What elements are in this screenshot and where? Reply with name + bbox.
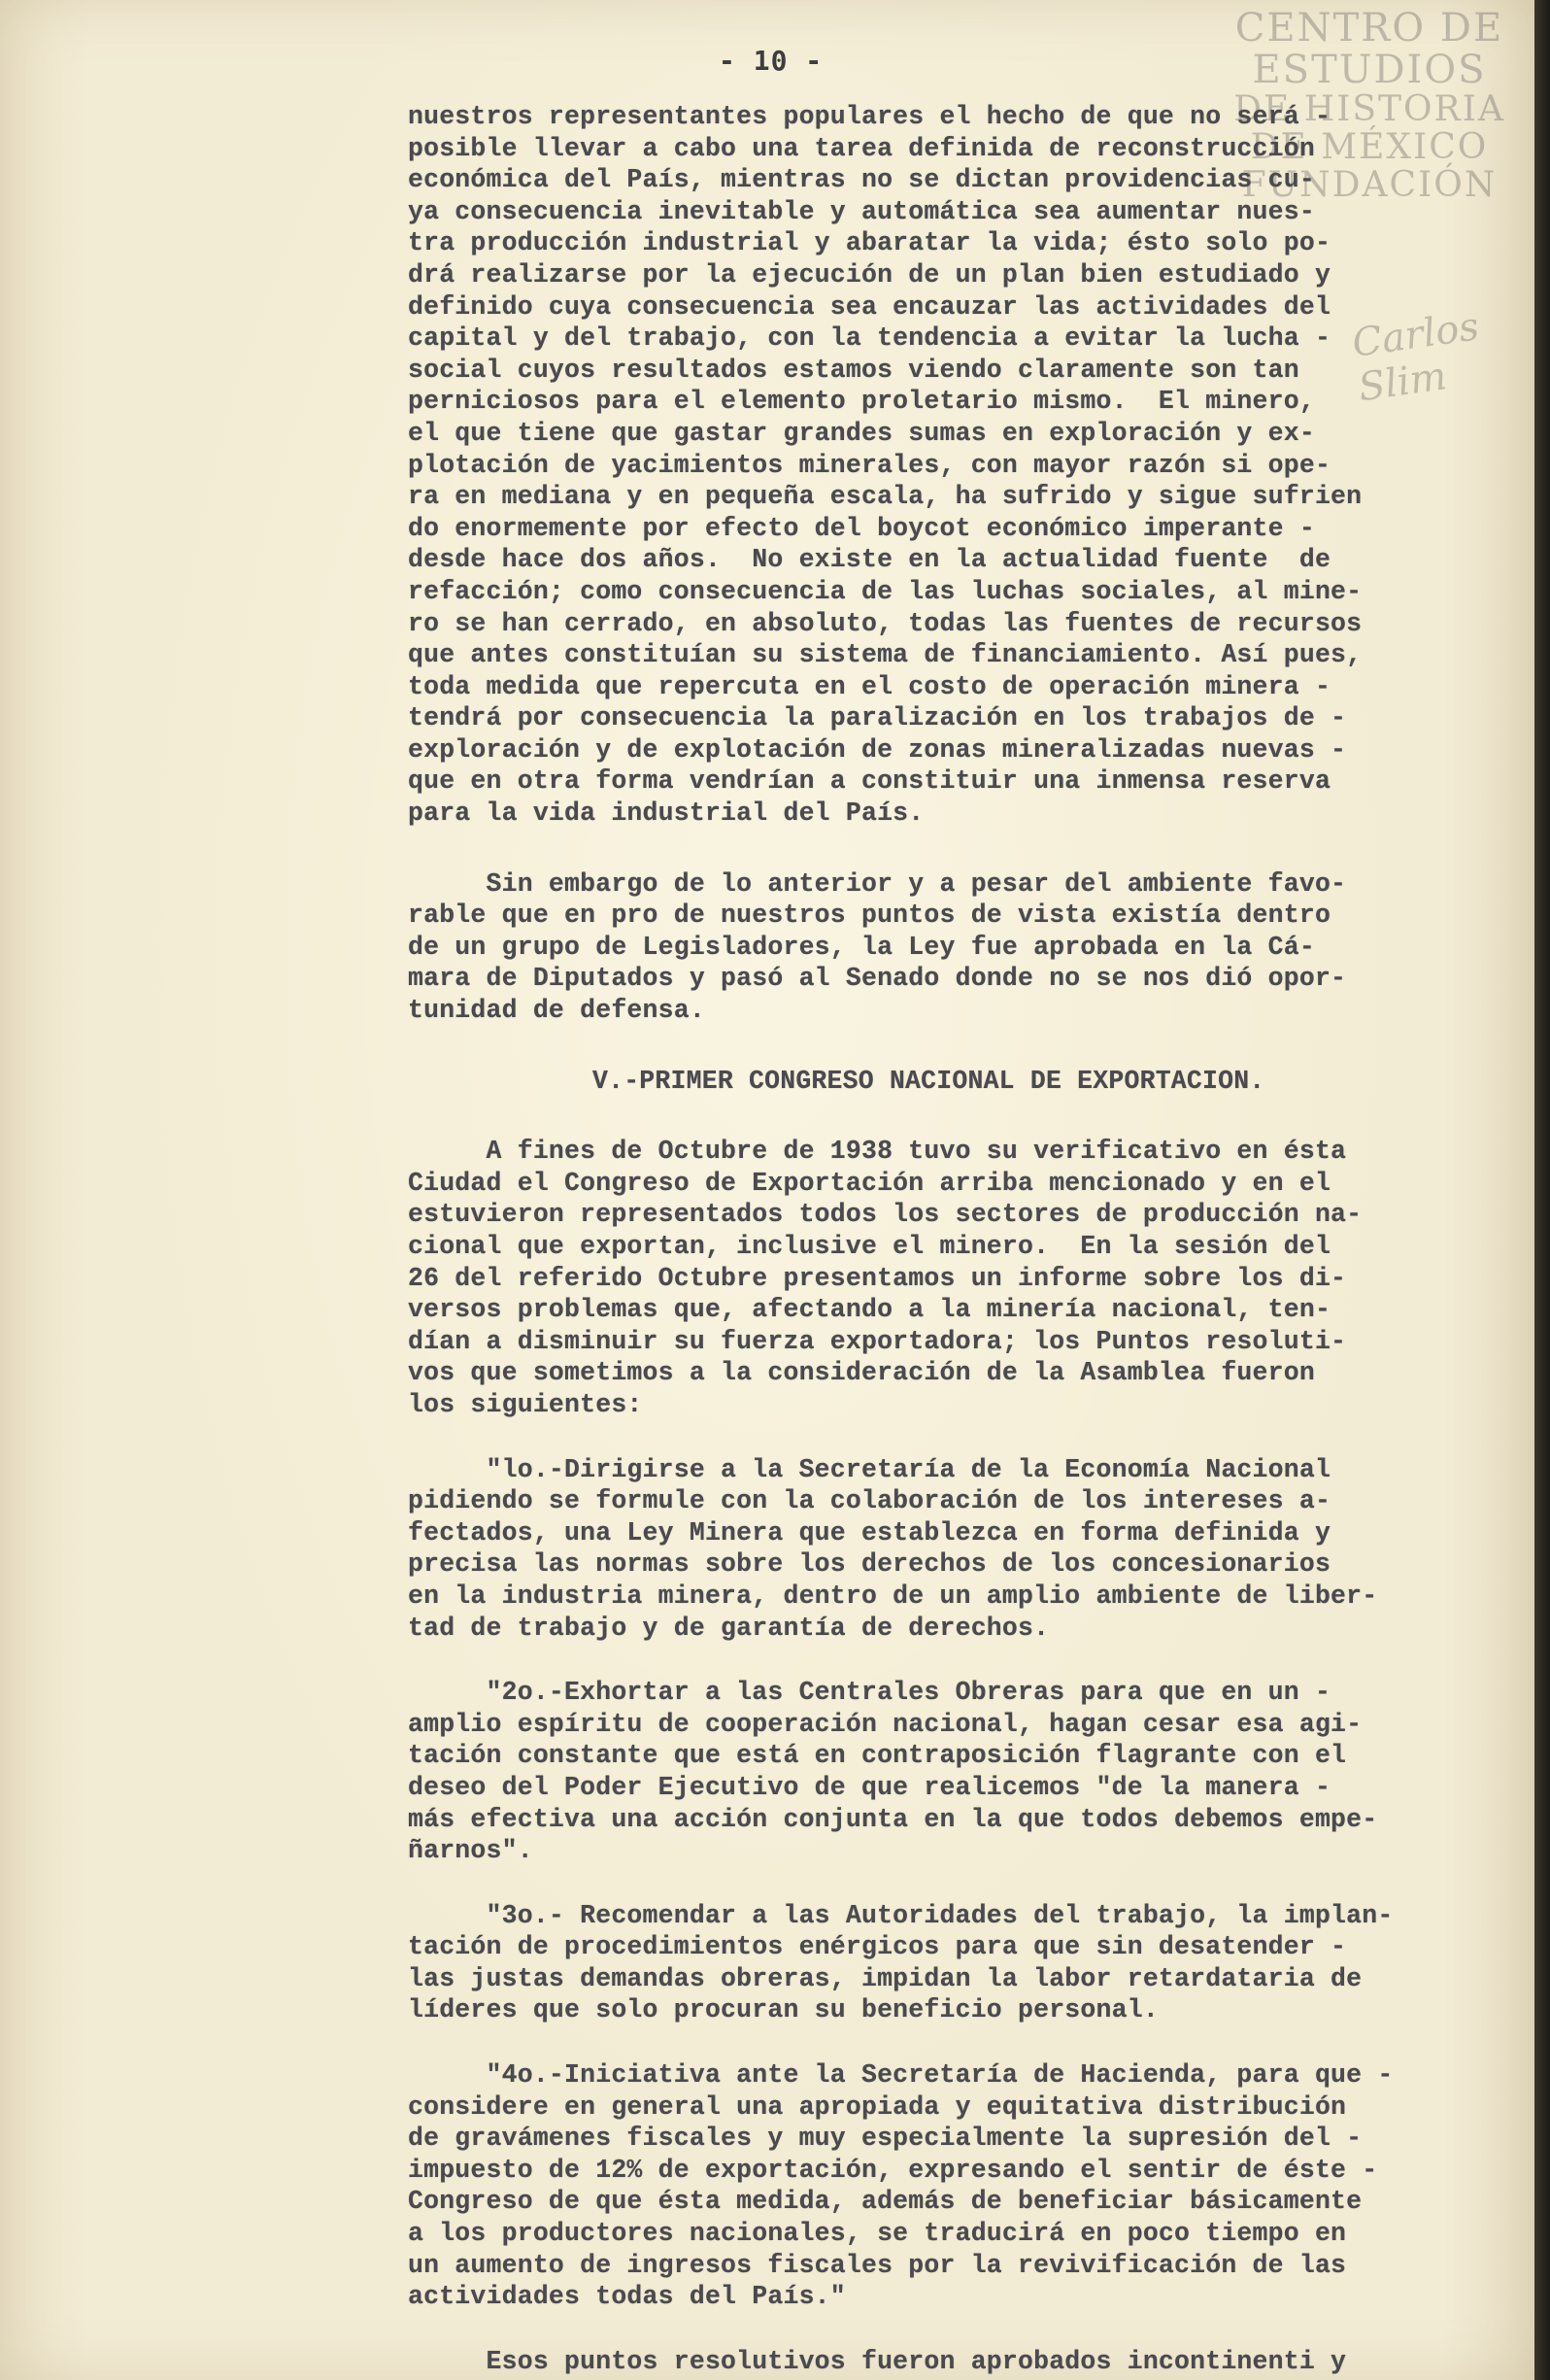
text-line: toda medida que repercuta en el costo de operación minera - bbox=[408, 671, 1331, 701]
text-line: A fines de Octubre de 1938 tuvo su verificativo en ésta bbox=[408, 1137, 1347, 1167]
text-line: de un grupo de Legisladores, la Ley fue aprobada en la Cá- bbox=[408, 932, 1315, 962]
text-line: vos que sometimos a la consideración de la Asamblea fueron bbox=[408, 1358, 1315, 1388]
text-line: desde hace dos años. No existe en la actualidad fuente de bbox=[408, 545, 1331, 575]
paragraph-law-approval bbox=[408, 868, 1496, 1027]
text-line: do enormemente por efecto del boycot económico imperante - bbox=[408, 513, 1315, 543]
text-line: plotación de yacimientos minerales, con mayor razón si ope- bbox=[408, 450, 1331, 480]
watermark-line: CENTRO DE bbox=[1234, 6, 1504, 51]
text-line: exploración y de explotación de zonas mineralizadas nuevas - bbox=[408, 734, 1347, 765]
text-line: las justas demandas obreras, impidan la labor retardataria de bbox=[408, 1963, 1363, 1993]
text-line: Ciudad el Congreso de Exportación arriba mencionado y en el bbox=[408, 1168, 1331, 1198]
text-line: más efectiva una acción conjunta en la que todos debemos empe- bbox=[408, 1804, 1378, 1834]
text-line: estuvieron representados todos los sectores de producción na- bbox=[408, 1200, 1363, 1230]
text-line: mara de Diputados y pasó al Senado donde no se nos dió opor- bbox=[408, 964, 1347, 994]
text-line: fectados, una Ley Minera que establezca en forma definida y bbox=[408, 1517, 1331, 1547]
watermark-line: ESTUDIOS bbox=[1252, 48, 1487, 93]
resolution-1 bbox=[408, 1454, 1496, 1645]
text-line: Esos puntos resolutivos fueron aprobados incontinenti y bbox=[408, 2346, 1347, 2376]
text-line: un aumento de ingresos fiscales por la revivificación de las bbox=[408, 2250, 1347, 2280]
text-line: capital y del trabajo, con la tendencia a evitar la lucha - bbox=[408, 323, 1331, 354]
watermark-line: FUNDACIÓN bbox=[1241, 165, 1498, 206]
text-line: precisa las normas sobre los derechos de los concesionarios bbox=[408, 1549, 1331, 1580]
paragraph-export-congress bbox=[408, 1136, 1496, 1420]
text-line: el que tiene que gastar grandes sumas en exploración y ex- bbox=[408, 418, 1315, 448]
text-line: versos problemas que, afectando a la minería nacional, ten- bbox=[408, 1295, 1331, 1325]
text-line: tación de procedimientos enérgicos para que sin desatender - bbox=[408, 1932, 1347, 1962]
text-line: pidiendo se formule con la colaboración de los intereses a- bbox=[408, 1486, 1331, 1516]
text-line: "lo.-Dirigirse a la Secretaría de la Economía Nacional bbox=[408, 1454, 1331, 1484]
text-line: de gravámenes fiscales y muy especialmente la supresión del - bbox=[408, 2124, 1363, 2154]
text-line: tación constante que está en contraposición flagrante con el bbox=[408, 1741, 1347, 1771]
text-line: actividades todas del País." bbox=[408, 2282, 846, 2312]
text-line: drá realizarse por la ejecución de un plan bien estudiado y bbox=[408, 259, 1331, 289]
text-line: social cuyos resultados estamos viendo claramente son tan bbox=[408, 355, 1299, 385]
scan-edge bbox=[1534, 0, 1550, 2380]
text-line: nuestros representantes populares el hecho de que no será - bbox=[408, 102, 1331, 131]
text-line: ra en mediana y en pequeña escala, ha sufrido y sigue sufrien bbox=[408, 482, 1363, 512]
text-line: considere en general una apropiada y equitativa distribución bbox=[408, 2091, 1347, 2122]
text-line: rable que en pro de nuestros puntos de vista existía dentro bbox=[408, 901, 1331, 931]
section-heading: V.-PRIMER CONGRESO NACIONAL DE EXPORTACION. bbox=[592, 1066, 1265, 1096]
text-line: "2o.-Exhortar a las Centrales Obreras para que en un - bbox=[408, 1678, 1331, 1708]
text-line: 26 del referido Octubre presentamos un informe sobre los di- bbox=[408, 1263, 1347, 1293]
text-line: en la industria minera, dentro de un amplio ambiente de liber- bbox=[408, 1581, 1378, 1611]
text-line: tra producción industrial y abaratar la vida; ésto solo po- bbox=[408, 228, 1331, 258]
text-line: "3o.- Recomendar a las Autoridades del trabajo, la implan- bbox=[408, 1900, 1394, 1930]
text-line: Sin embargo de lo anterior y a pesar del ambiente favo- bbox=[408, 868, 1347, 899]
text-line: Congreso de que ésta medida, además de beneficiar básicamente bbox=[408, 2187, 1363, 2217]
text-line: ro se han cerrado, en absoluto, todas las fuentes de recursos bbox=[408, 608, 1363, 638]
paragraph-reconstruction bbox=[408, 101, 1496, 830]
text-line: a los productores nacionales, se traducirá en poco tiempo en bbox=[408, 2219, 1347, 2249]
text-line: deseo del Poder Ejecutivo de que realicemos "de la manera - bbox=[408, 1772, 1331, 1802]
text-line: refacción; como consecuencia de las luchas sociales, al mine- bbox=[408, 576, 1363, 606]
text-line: ya consecuencia inevitable y automática sea aumentar nues- bbox=[408, 196, 1315, 226]
text-line: para la vida industrial del País. bbox=[408, 799, 925, 829]
resolution-4 bbox=[408, 2059, 1496, 2313]
text-line: tad de trabajo y de garantía de derechos. bbox=[408, 1613, 1050, 1643]
text-line: impuesto de 12% de exportación, expresando el sentir de éste - bbox=[408, 2155, 1378, 2185]
text-line: "4o.-Iniciativa ante la Secretaría de Hacienda, para que - bbox=[408, 2060, 1394, 2091]
text-line: líderes que solo procuran su beneficio personal. bbox=[408, 1995, 1159, 2025]
typewritten-body bbox=[408, 101, 1496, 2377]
resolution-3 bbox=[408, 1900, 1496, 2026]
page-number: - 10 - bbox=[719, 45, 824, 77]
text-line: que antes constituían su sistema de financiamiento. Así pues, bbox=[408, 640, 1363, 670]
resolution-2 bbox=[408, 1677, 1496, 1867]
text-line: económica del País, mientras no se dictan providencias cu- bbox=[408, 165, 1315, 195]
text-line: tunidad de defensa. bbox=[408, 996, 705, 1026]
watermark-line: DE HISTORIA bbox=[1233, 89, 1505, 130]
watermark-signature: Carlos Slim bbox=[1349, 304, 1482, 411]
text-line: posible llevar a cabo una tarea definida de reconstrucción bbox=[408, 133, 1315, 163]
text-line: tendrá por consecuencia la paralización en los trabajos de - bbox=[408, 703, 1347, 733]
text-line: definido cuya consecuencia sea encauzar las actividades del bbox=[408, 291, 1331, 322]
watermark-line: DE MÉXICO bbox=[1250, 127, 1489, 168]
text-line: que en otra forma vendrían a constituir una inmensa reserva bbox=[408, 766, 1331, 797]
text-line: perniciosos para el elemento proletario mismo. El minero, bbox=[408, 387, 1315, 417]
text-line: los siguientes: bbox=[408, 1389, 643, 1419]
text-line: dían a disminuir su fuerza exportadora; los Puntos resoluti- bbox=[408, 1326, 1347, 1356]
paragraph-closing bbox=[408, 2346, 1496, 2378]
text-line: cional que exportan, inclusive el minero. En la sesión del bbox=[408, 1232, 1331, 1261]
text-line: amplio espíritu de cooperación nacional, hagan cesar esa agi- bbox=[408, 1709, 1363, 1739]
text-line: ñarnos". bbox=[408, 1836, 533, 1866]
